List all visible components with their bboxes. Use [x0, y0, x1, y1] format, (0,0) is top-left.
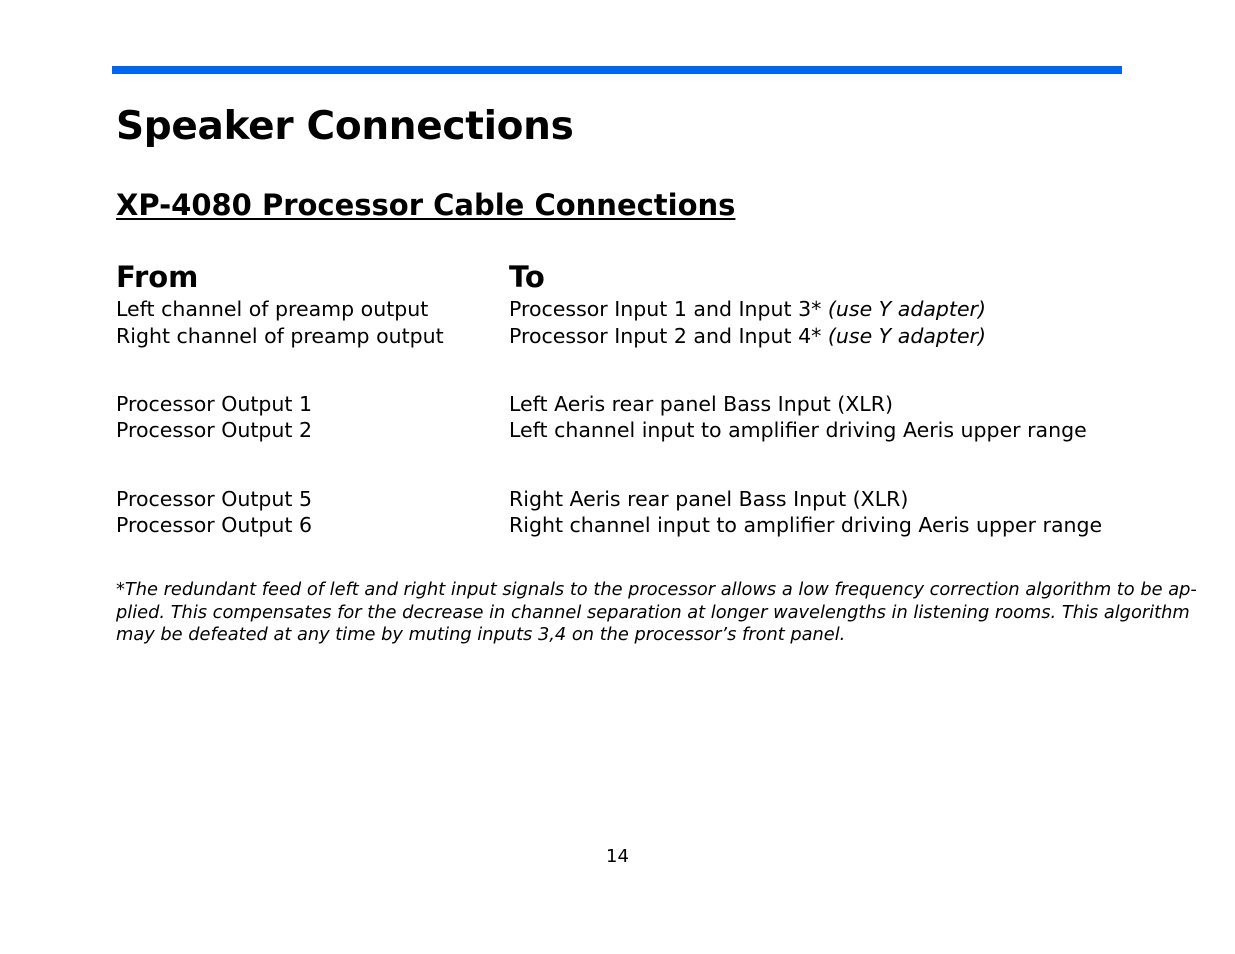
- row-from: Processor Output 2: [116, 418, 313, 442]
- row-to: Left Aeris rear panel Bass Input (XLR): [509, 392, 893, 416]
- row-from: Processor Output 5: [116, 487, 313, 511]
- section-title: XP-4080 Processor Cable Connections: [116, 188, 736, 222]
- row-note: (use Y adapter): [827, 297, 986, 321]
- row-to-text: Processor Input 1 and Input 3*: [509, 297, 822, 321]
- header-rule: [112, 66, 1122, 74]
- row-to-text: Processor Input 2 and Input 4*: [509, 324, 822, 348]
- row-from: Processor Output 1: [116, 392, 313, 416]
- row-to: Left channel input to amplifier driving Aeris upper range: [509, 418, 1087, 442]
- row-to: Right channel input to amplifier driving Aeris upper range: [509, 513, 1103, 537]
- row-from: Right channel of preamp output: [116, 324, 444, 348]
- row-to: [509, 323, 986, 349]
- footnote-line: may be defeated at any time by muting inputs 3,4 on the processor’s front panel.: [116, 624, 846, 645]
- footnote: [116, 579, 1197, 647]
- footnote-line: plied. This compensates for the decrease in channel separation at longer wavelengths in listening rooms. This algorithm: [116, 601, 1190, 623]
- row-from: Processor Output 6: [116, 513, 313, 537]
- row-from: Left channel of preamp output: [116, 297, 429, 321]
- footnote-line: *The redundant feed of left and right input signals to the processor allows a low frequency correction algorithm to be ap-: [116, 579, 1197, 600]
- page-number: 14: [606, 846, 629, 867]
- row-to: Right Aeris rear panel Bass Input (XLR): [509, 487, 909, 511]
- to-column-header: To: [509, 260, 545, 294]
- from-column-header: From: [116, 260, 199, 294]
- row-note: (use Y adapter): [827, 324, 986, 348]
- row-to: [509, 296, 986, 322]
- page-title: Speaker Connections: [116, 104, 574, 149]
